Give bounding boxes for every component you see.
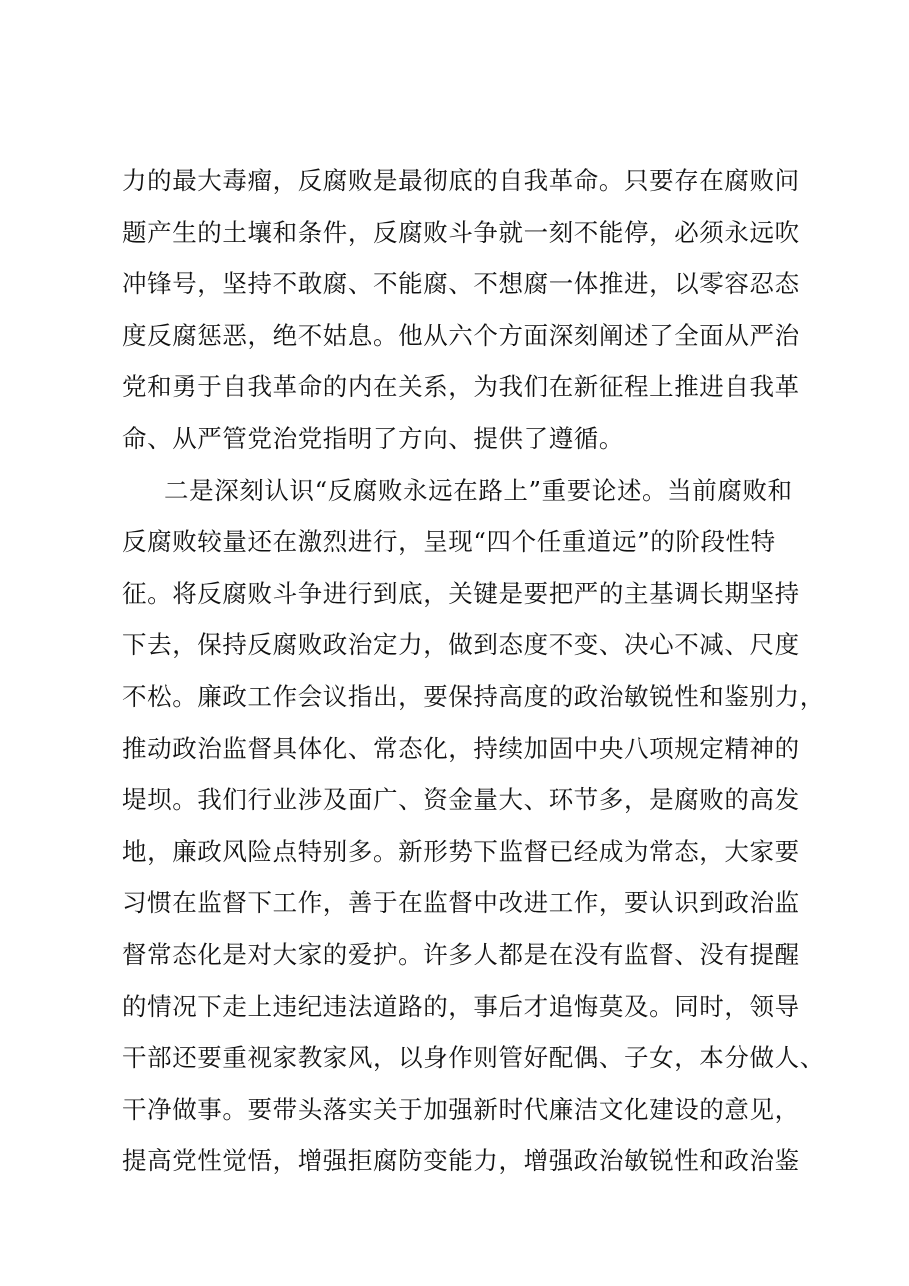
text-line: 干部还要重视家教家风，以身作则管好配偶、子女，本分做人、: [122, 1043, 825, 1073]
text-line: 冲锋号，坚持不敢腐、不能腐、不想腐一体推进，以零容忍态: [122, 269, 800, 299]
text-line: 不松。廉政工作会议指出，要保持高度的政治敏锐性和鉴别力，: [122, 681, 825, 711]
text-line: 度反腐惩恶，绝不姑息。他从六个方面深刻阐述了全面从严治: [122, 320, 800, 350]
text-line: 习惯在监督下工作，善于在监督中改进工作，要认识到政治监: [122, 888, 800, 918]
document-body: [122, 155, 825, 1187]
text-line: 提高党性觉悟，增强拒腐防变能力，增强政治敏锐性和政治鉴: [122, 1146, 800, 1176]
text-line: 反腐败较量还在激烈进行，呈现“四个任重道远”的阶段性特: [122, 527, 776, 557]
text-line: 命、从严管党治党指明了方向、提供了遵循。: [122, 423, 624, 453]
text-line: 干净做事。要带头落实关于加强新时代廉洁文化建设的意见，: [122, 1094, 800, 1124]
text-line: 地，廉政风险点特别多。新形势下监督已经成为常态，大家要: [122, 836, 800, 866]
text-line: 下去，保持反腐败政治定力，做到态度不变、决心不减、尺度: [122, 630, 800, 660]
text-line: 堤坝。我们行业涉及面广、资金量大、环节多，是腐败的高发: [122, 785, 800, 815]
text-line: 题产生的土壤和条件，反腐败斗争就一刻不能停，必须永远吹: [122, 217, 800, 247]
text-line: 督常态化是对大家的爱护。许多人都是在没有监督、没有提醒: [122, 939, 800, 969]
text-line-indented: 二是深刻认识“反腐败永远在路上”重要论述。当前腐败和: [164, 475, 793, 505]
text-line: 党和勇于自我革命的内在关系，为我们在新征程上推进自我革: [122, 372, 800, 402]
text-line: 征。将反腐败斗争进行到底，关键是要把严的主基调长期坚持: [122, 578, 800, 608]
paragraph-continued: [122, 155, 802, 465]
paragraph-two: [122, 465, 825, 1187]
text-line: 推动政治监督具体化、常态化，持续加固中央八项规定精神的: [122, 733, 800, 763]
text-line: 的情况下走上违纪违法道路的，事后才追悔莫及。同时，领导: [122, 991, 800, 1021]
text-line: 力的最大毒瘤，反腐败是最彻底的自我革命。只要存在腐败问: [122, 166, 800, 195]
